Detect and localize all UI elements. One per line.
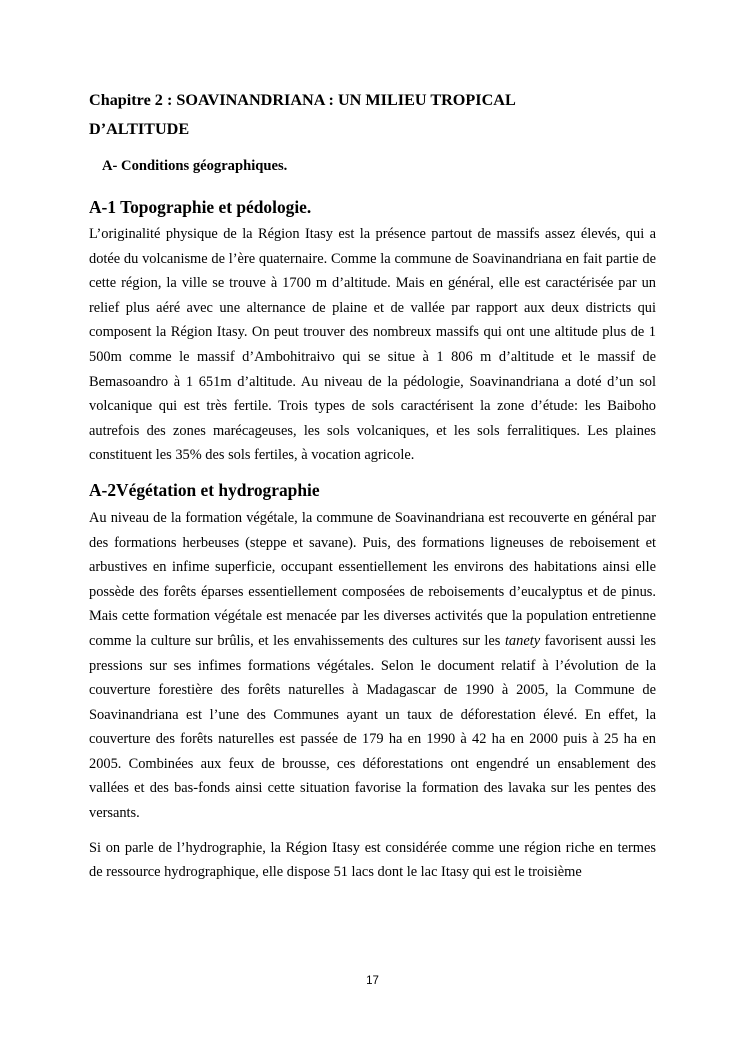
section-heading-conditions: A- Conditions géographiques. [102, 158, 288, 174]
paragraph-hydrographie: Si on parle de l’hydrographie, la Région Itasy est considérée comme une région riche en termes de ressource hydrographique, elle dispose 51 lacs dont le lac Itasy qui est le troisième [89, 839, 656, 881]
chapter-title [89, 86, 656, 144]
chapter-title-line1: Chapitre 2 : SOAVINANDRIANA : UN MILIEU TROPICAL [89, 91, 516, 109]
paragraph-topographie: L’originalité physique de la Région Itasy est la présence partout de massifs assez élevés, qui a dotée du volcanisme de l’ère quaternaire. Comme la commune de Soavinandriana en fait partie de cette région, la ville se trouve à 1700 m d’altitude. Mais en général, elle est caractérisée par un relief plus aéré avec une alternance de plaine et de vallée par rapport aux deux districts qui composent la Région Itasy. On peut trouver des nombreux massifs qui ont une altitude plus de 1 500m comme le massif d’Ambohitraivo qui se situe à 1 806 m d’altitude et le massif de Bemasoandro à 1 651m d’altitude. Au niveau de la pédologie, Soavinandriana a doté d’un sol volcanique qui est très fertile. Trois types de sols caractérisent la zone d’étude: les Baiboho autrefois des zones marécageuses, les sols volcaniques, et les sols ferralitiques. Les plaines constituent les 35% des sols fertiles, à vocation agricole. [89, 226, 656, 464]
subsection-heading-vegetation: A-2Végétation et hydrographie [89, 479, 320, 500]
italic-term-tanety: tanety [504, 632, 541, 649]
paragraph-vegetation [89, 506, 656, 826]
page-number: 17 [366, 975, 379, 987]
paragraph-vegetation-part1: Au niveau de la formation végétale, la commune de Soavinandriana est recouverte en général par des formations herbeuses (steppe et savane). Puis, des formations ligneuses de reboisement et arbustives en infime superficie, occupant essentiellement les environs des habitations ainsi elle possède des forêts éparses essentiellement composées de reboisements d’eucalyptus et de pinus. Mais cette formation végétale est menacée par les diverses activités que la population entretienne comme la culture sur brûlis, et les envahissements des cultures sur les [89, 509, 656, 649]
subsection-heading-topographie: A-1 Topographie et pédologie. [89, 197, 312, 217]
paragraph-vegetation-part2: favorisent aussi les pressions sur ses infimes formations végétales. Selon le document relatif à l’évolution de la couverture forestière des forêts naturelles à Madagascar de 1990 à 2005, la Commune de Soavinandriana est l’une des Communes ayant un taux de déforestation élevé. En effet, la couverture des forêts naturelles est passée de 179 ha en 1990 à 42 ha en 2000 puis à 25 ha en 2005. Combinées aux feux de brousse, ces déforestations ont engendré un ensablement des vallées et des bas-fonds ainsi cette situation favorise la formation des lavaka sur les pentes des versants. [89, 632, 656, 822]
document-page [89, 86, 656, 885]
chapter-title-line2: D’ALTITUDE [89, 120, 190, 138]
